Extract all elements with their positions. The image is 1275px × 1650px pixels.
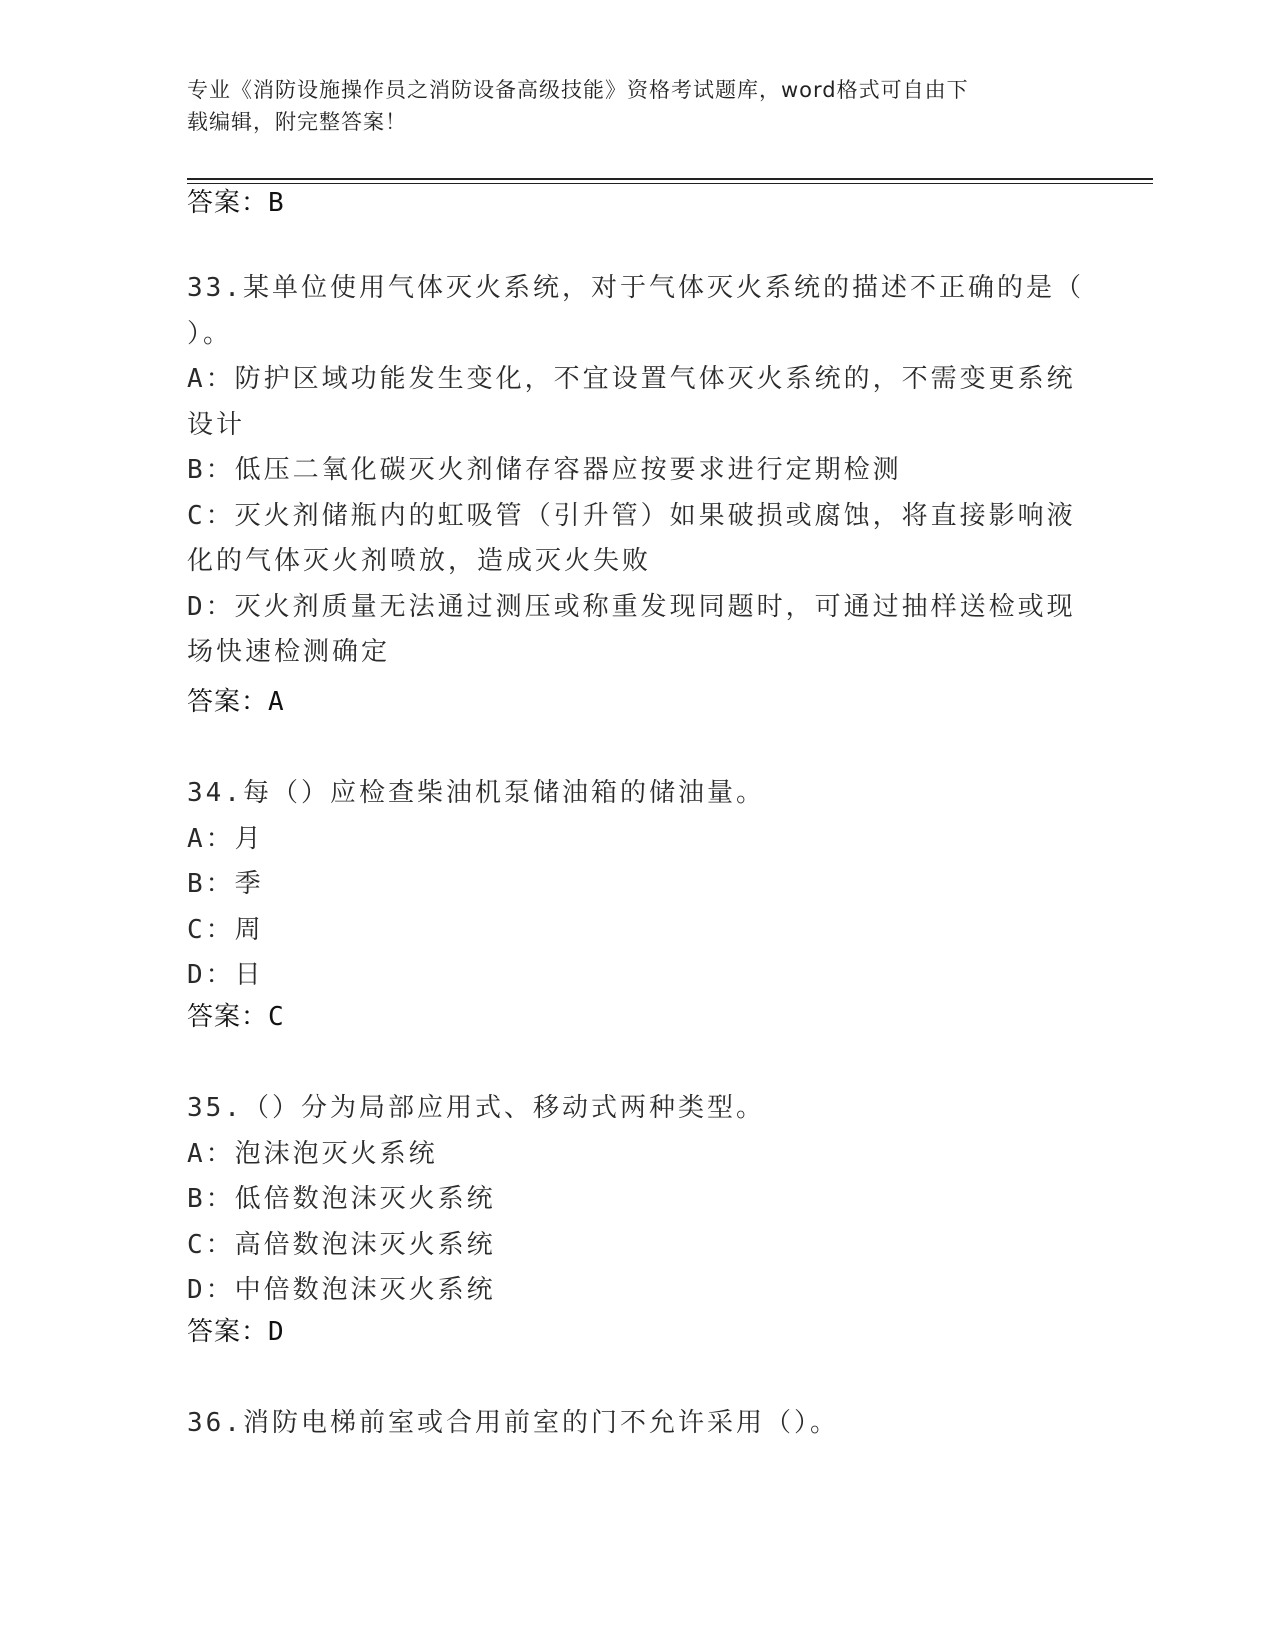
header-line-1: 专业《消防设施操作员之消防设备高级技能》资格考试题库，word格式可自由下 [187, 78, 969, 102]
option-a: A：泡沫泡灭火系统 [187, 1138, 438, 1169]
question-stem: 34.每（）应检查柴油机泵储油箱的储油量。 [187, 778, 765, 808]
option-d: D：日 [187, 960, 264, 990]
option-d: D：中倍数泡沫灭火系统 [187, 1275, 496, 1305]
answer-34 [187, 1001, 285, 1033]
header-line-2: 载编辑，附完整答案！ [187, 110, 407, 134]
answer-label: 答案： [187, 188, 269, 218]
answer-value: A [268, 687, 285, 717]
option-d-cont: 场快速检测确定 [187, 637, 391, 667]
answer-33 [187, 686, 285, 718]
question-36 [187, 1401, 1067, 1447]
answer-prev [187, 187, 285, 219]
option-b: B：低压二氧化碳灭火剂储存容器应按要求进行定期检测 [187, 455, 902, 485]
answer-label: 答案： [187, 1317, 269, 1347]
header-rule-thin [187, 183, 1153, 184]
option-c: C：灭火剂储瓶内的虹吸管（引升管）如果破损或腐蚀，将直接影响液 [187, 500, 1076, 531]
option-c-cont: 化的气体灭火剂喷放，造成灭火失败 [187, 546, 652, 576]
option-a: A：月 [187, 823, 264, 854]
answer-value: C [268, 1002, 285, 1032]
question-33 [187, 266, 1084, 676]
question-stem: 33.某单位使用气体灭火系统，对于气体灭火系统的描述不正确的是（ [187, 273, 1084, 303]
question-stem: 35.（）分为局部应用式、移动式两种类型。 [187, 1093, 765, 1123]
option-d: D：灭火剂质量无法通过测压或称重发现同题时，可通过抽样送检或现 [187, 591, 1076, 622]
answer-label: 答案： [187, 687, 269, 717]
question-35 [187, 1086, 1067, 1314]
option-b: B：季 [187, 869, 264, 899]
document-header [187, 74, 1067, 138]
option-a: A：防护区域功能发生变化，不宜设置气体灭火系统的，不需变更系统 [187, 364, 1076, 394]
answer-value: B [268, 188, 285, 218]
answer-35 [187, 1316, 285, 1348]
header-rule [187, 178, 1153, 180]
answer-value: D [268, 1317, 285, 1347]
answer-label: 答案： [187, 1002, 269, 1032]
question-stem: ）。 [187, 318, 233, 349]
option-c: C：周 [187, 914, 264, 945]
option-c: C：高倍数泡沫灭火系统 [187, 1229, 496, 1260]
question-34 [187, 771, 1067, 999]
option-a-cont: 设计 [187, 409, 246, 440]
option-b: B：低倍数泡沫灭火系统 [187, 1184, 496, 1214]
question-stem: 36.消防电梯前室或合用前室的门不允许采用（）。 [187, 1408, 839, 1438]
